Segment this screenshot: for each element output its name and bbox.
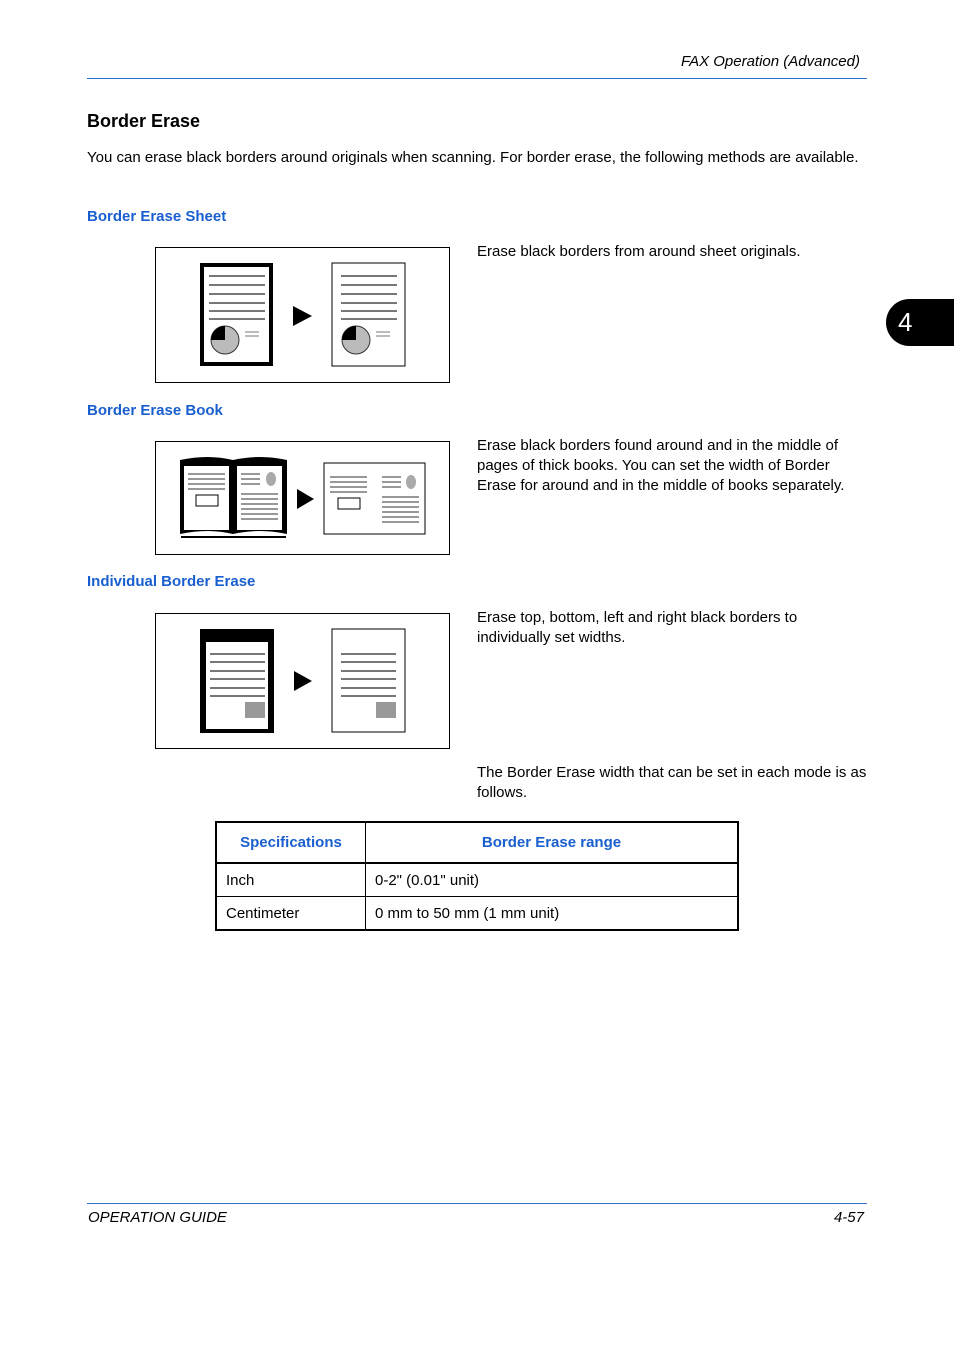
footer-rule <box>87 1203 867 1204</box>
individual-illustration <box>155 613 450 749</box>
table-cell: Centimeter <box>216 897 366 931</box>
method-desc-individual: Erase top, bottom, left and right black borders to individually set widths. <box>477 609 798 646</box>
method-desc-book: Erase black borders found around and in the middle of pages of thick books. You can set the width of Border Erase for around and in the middle of books separately. <box>477 437 845 494</box>
sheet-illustration <box>155 247 450 383</box>
section-title: Border Erase <box>87 111 201 131</box>
table-header-row <box>216 822 738 863</box>
method-title-sheet: Border Erase Sheet <box>87 208 227 225</box>
method-title-book: Border Erase Book <box>87 402 223 419</box>
table-intro: The Border Erase width that can be set in each mode is as follows. <box>477 764 867 801</box>
footer-guide-title: OPERATION GUIDE <box>88 1209 227 1226</box>
border-erase-range-table <box>215 821 739 931</box>
table-cell: Inch <box>216 863 366 897</box>
table-cell: 0 mm to 50 mm (1 mm unit) <box>366 897 739 931</box>
header-title: FAX Operation (Advanced) <box>681 53 860 70</box>
table-cell: 0-2" (0.01" unit) <box>366 863 739 897</box>
page-number: 4-57 <box>833 1209 864 1226</box>
header-rule <box>87 78 867 79</box>
table-row <box>216 897 738 931</box>
column-header-range: Border Erase range <box>366 822 739 863</box>
chapter-tab: 4 <box>886 299 954 346</box>
column-header-specifications: Specifications <box>216 822 366 863</box>
section-intro: You can erase black borders around originals when scanning. For border erase, the following methods are available. <box>87 149 859 166</box>
table-row <box>216 863 738 897</box>
book-illustration <box>155 441 450 555</box>
method-desc-sheet: Erase black borders from around sheet originals. <box>477 243 801 260</box>
method-title-individual: Individual Border Erase <box>87 573 256 590</box>
